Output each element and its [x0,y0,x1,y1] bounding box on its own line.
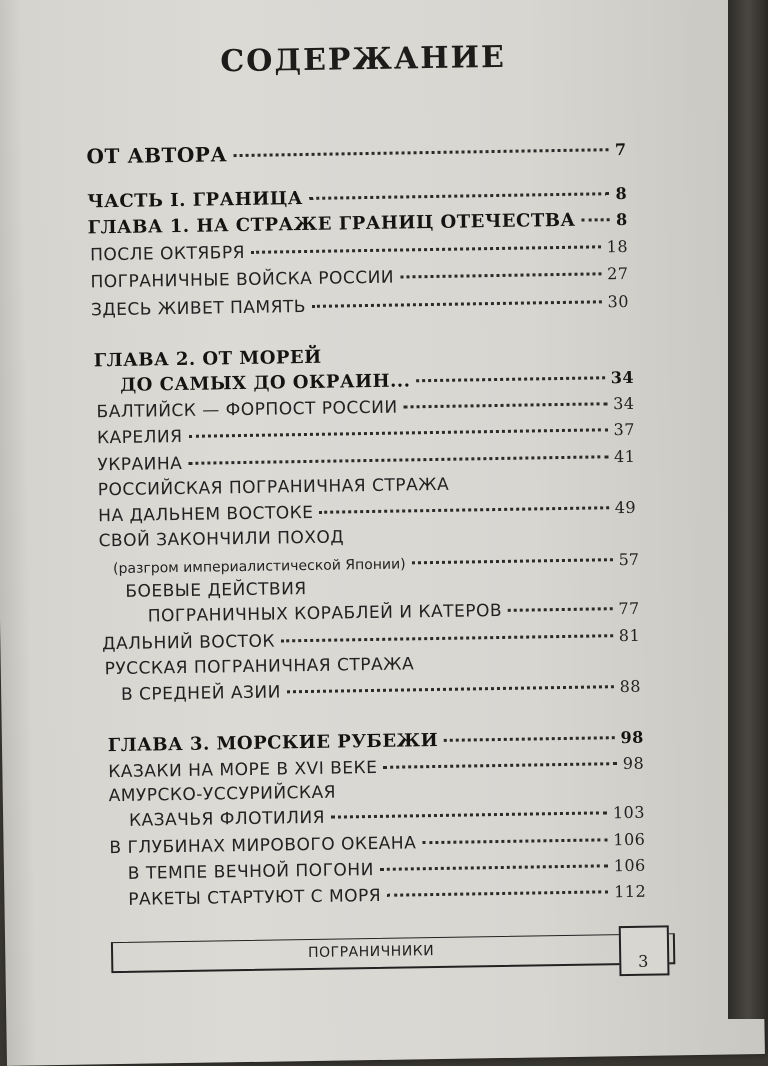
leader-dots [383,762,617,769]
toc-entry [97,447,635,475]
toc-entry-label: НА ДАЛЬНЕМ ВОСТОКЕ [98,502,314,527]
toc-entry [109,830,645,858]
toc-page-number: 8 [615,209,628,230]
leader-dots [387,890,608,896]
leader-dots [444,736,614,742]
toc-page-number: 34 [610,367,635,388]
toc-entry [98,498,636,526]
toc-page-number: 77 [618,598,640,619]
leader-dots [281,634,613,642]
toc-entry-label: ГЛАВА 1. НА СТРАЖЕ ГРАНИЦ ОТЕЧЕСТВА [87,209,576,239]
toc-entry-label: СВОЙ ЗАКОНЧИЛИ ПОХОД [98,527,345,552]
toc-entry-label: БОЕВЫЕ ДЕЙСТВИЯ [125,579,307,602]
toc-page-number: 98 [620,727,644,748]
toc-page-number: 37 [613,419,636,440]
toc-page-number: 112 [613,881,647,902]
toc-entry-label: УКРАИНА [97,453,183,476]
toc-page-number: 103 [612,802,646,823]
toc-entry-label: В ТЕМПЕ ВЕЧНОЙ ПОГОНИ [127,859,375,884]
toc-entry [102,626,640,654]
toc-page-number: 7 [614,139,627,160]
toc-entry-label: В ГЛУБИНАХ МИРОВОГО ОКЕАНА [109,833,417,859]
toc-entry [108,754,644,782]
toc-page-number: 30 [607,291,630,312]
toc-entry [96,394,634,422]
toc-entry-label: ЧАСТЬ I. ГРАНИЦА [87,188,304,213]
toc-entry-label: (разгром империалистической Японии) [112,556,406,578]
toc-page-number: 106 [613,829,646,850]
toc-page-number: 106 [613,855,646,876]
toc-entry-label: КАЗАЧЬЯ ФЛОТИЛИЯ [128,807,326,831]
toc-entry-label: ПОГРАНИЧНЫХ КОРАБЛЕЙ И КАТЕРОВ [147,600,503,627]
toc-entry [97,420,635,448]
toc-page-number: 98 [622,753,645,774]
toc-entry-label: ДАЛЬНИЙ ВОСТОК [102,631,276,655]
toc-entry-label: РАКЕТЫ СТАРТУЮТ С МОРЯ [128,885,382,910]
toc-entry-label: ПОСЛЕ ОКТЯБРЯ [89,242,246,266]
toc-entry [108,778,644,806]
leader-dots [412,558,613,564]
leader-dots [233,148,609,157]
toc-entry [128,856,646,884]
running-title: ПОГРАНИЧНИКИ [307,943,435,962]
toc-entry-part [87,183,627,212]
toc-entry-label: ГЛАВА 3. МОРСКИЕ РУБЕЖИ [107,729,439,757]
leader-dots [380,864,608,871]
toc-page-number: 27 [606,263,629,284]
toc-entry [98,472,636,500]
toc-page-number: 88 [619,676,642,697]
toc-entry-label: РУССКАЯ ПОГРАНИЧНАЯ СТРАЖА [104,654,415,680]
leader-dots [422,838,607,844]
toc-entry [148,599,640,627]
leader-dots [416,376,605,382]
leader-dots [508,607,612,612]
toc-entry-label: КАРЕЛИЯ [96,426,183,449]
leader-dots [309,192,610,200]
toc-page-number: 57 [618,549,640,570]
toc-entry [121,677,641,705]
toc-entry-label: РОССИЙСКАЯ ПОГРАНИЧНАЯ СТРАЖА [97,474,450,501]
toc-entry-label: ПОГРАНИЧНЫЕ ВОЙСКА РОССИИ [90,267,395,293]
toc-entry-chapter [88,209,628,238]
leader-dots [319,506,608,514]
toc-entry-label: ЗДЕСЬ ЖИВЕТ ПАМЯТЬ [90,296,307,321]
toc-entry-label: БАЛТИЙСК — ФОРПОСТ РОССИИ [96,397,398,423]
toc-entry-chapter [94,342,634,371]
toc-entry-label: ОТ АВТОРА [86,142,228,169]
toc-entry-subtitle [113,550,639,577]
toc-entry-label: АМУРСКО-УССУРИЙСКАЯ [108,782,337,807]
toc-page-number: 34 [613,393,635,414]
toc-page-number: 81 [618,625,641,646]
leader-dots [188,455,608,465]
toc-entry-label: КАЗАКИ НА МОРЕ В XVI ВЕКЕ [108,757,378,783]
toc-entry-label: ДО САМЫХ ДО ОКРАИН... [120,370,411,396]
toc-page-number: 49 [614,497,637,518]
toc-page-number: 41 [613,446,636,467]
toc-entry [128,882,646,910]
toc-entry [129,803,645,831]
toc-entry [125,574,639,602]
leader-dots [312,300,602,308]
page-title: СОДЕРЖАНИЕ [220,39,507,80]
toc-entry-chapter-cont [120,367,634,396]
toc-page-number: 18 [606,236,629,257]
leader-dots [251,245,601,253]
toc-entry [98,523,636,551]
leader-dots [400,272,601,278]
leader-dots [188,428,607,438]
toc-entry [90,264,628,292]
toc-entry-chapter [108,727,644,756]
toc-entry-label: В СРЕДНЕЙ АЗИИ [120,682,281,705]
toc-entry [91,292,629,320]
page-number: 3 [638,951,649,971]
leader-dots [287,685,614,693]
toc-entry [104,651,640,679]
toc-page-number: 8 [615,183,628,204]
toc-entry [90,237,628,265]
leader-dots [404,402,608,408]
toc-entry-author [86,136,626,168]
toc-entry-label: ГЛАВА 2. ОТ МОРЕЙ [93,346,322,372]
leader-dots [331,811,607,818]
leader-dots [582,218,610,221]
